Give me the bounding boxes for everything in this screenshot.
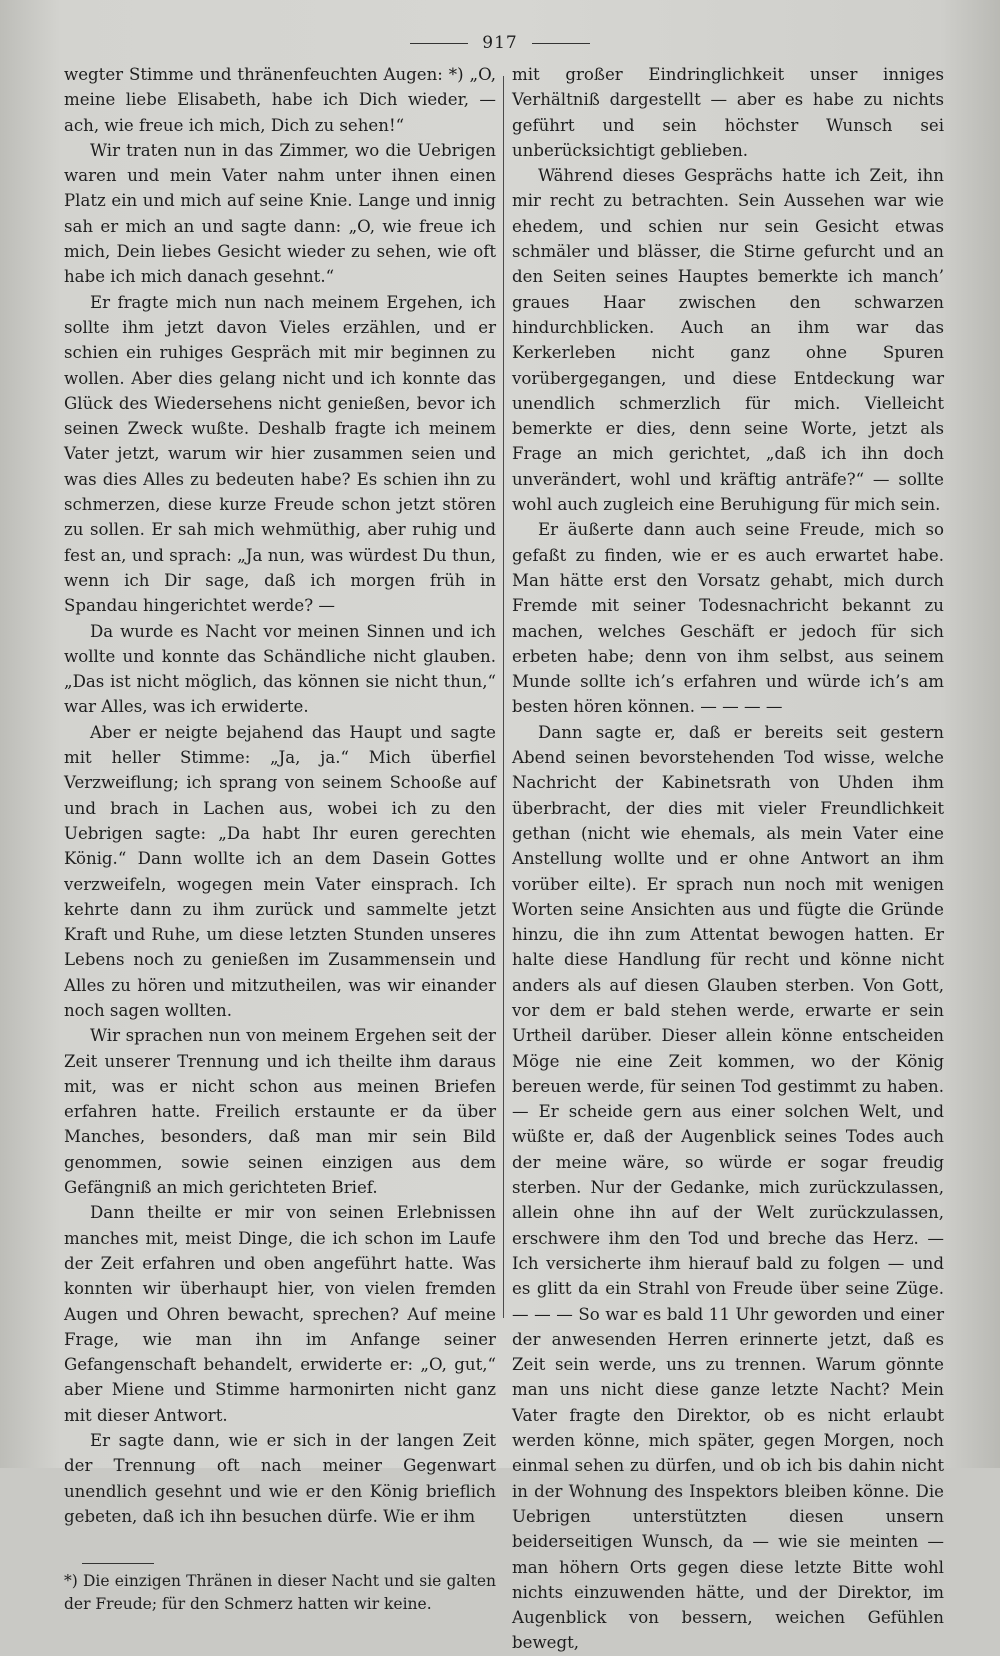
paragraph: Wir sprachen nun von meinem Ergehen seit der Zeit unserer Trennung und ich theilte ihm daraus mit, was er nicht schon aus meinen Briefen erfahren hatte. Freilich erstaunte er da über Manches, besonders, daß man mir sein Bild genommen, sowie seinen einzigen aus dem Gefängniß an mich gerichteten Brief. bbox=[64, 1026, 496, 1198]
column-divider bbox=[503, 76, 504, 1318]
paragraph: mit großer Eindringlichkeit unser inniges Verhältniß dargestellt — aber es habe zu nichts geführt und sein höchster Wunsch sei unberücksichtigt geblieben. bbox=[512, 65, 944, 160]
left-column bbox=[64, 62, 496, 1614]
header-rule-right bbox=[532, 43, 590, 44]
paragraph: Aber er neigte bejahend das Haupt und sagte mit heller Stimme: „Ja, ja.“ Mich überfiel Verzweiflung; ich sprang von seinem Schooße auf und brach in Lachen aus, wobei ich zu den Uebrigen sagte: „Da habt Ihr euren gerechten König.“ Dann wollte ich an dem Dasein Gottes verzweifeln, wogegen mein Vater einsprach. Ich kehrte dann zu ihm zurück und sammelte jetzt Kraft und Ruhe, um diese letzten Stunden unseres Lebens noch zu genießen im Zusammensein und Alles zu hören und mitzutheilen, was wir einander noch sagen wollten. bbox=[64, 722, 496, 1020]
footnote-rule bbox=[82, 1563, 154, 1564]
paragraph: Während dieses Gesprächs hatte ich Zeit, ihn mir recht zu betrachten. Sein Aussehen war wie ehedem, und schien nur sein Gesicht etwas schmäler und blässer, die Stirne gefurcht und an den Seiten seines Hauptes bemerkte ich manch’ graues Haar zwischen den schwarzen hindurchblicken. Auch an ihm war das Kerkerleben nicht ganz ohne Spuren vorübergegangen, und diese Entdeckung war unendlich schmerzlich für mich. Vielleicht bemerkte er dies, denn seine Worte, jetzt als Frage an mich gerichtet, „daß ich ihn doch unverändert, wohl und kräftig anträfe?“ — sollte wohl auch zugleich eine Beruhigung für mich sein. bbox=[512, 166, 944, 515]
paragraph: Da wurde es Nacht vor meinen Sinnen und ich wollte und konnte das Schändliche nicht glauben. „Das ist nicht möglich, das können sie nicht thun,“ war Alles, was ich erwiderte. bbox=[64, 621, 496, 717]
right-column bbox=[512, 62, 944, 1653]
paragraph: Er fragte mich nun nach meinem Ergehen, ich sollte ihm jetzt davon Vieles erzählen, und er schien ein ruhiges Gespräch mit mir beginnen zu wollen. Aber dies gelang nicht und ich konnte das Glück des Wiedersehens nicht genießen, bevor ich seinen Zweck wußte. Deshalb fragte ich meinem Vater jetzt, warum wir hier zusammen seien und was dies Alles zu bedeuten habe? Es schien ihn zu schmerzen, diese kurze Freude schon jetzt stören zu sollen. Er sah mich wehmüthig, aber ruhig und fest an, und sprach: „Ja nun, was würdest Du thun, wenn ich Dir sage, daß ich morgen früh in Spandau hingerichtet werde? — bbox=[64, 292, 496, 616]
paragraph: Dann theilte er mir von seinen Erlebnissen manches mit, meist Dinge, die ich schon im Laufe der Zeit erfahren und oben angeführt hatte. Was konnten wir überhaupt hier, von vielen fremden Augen und Ohren bewacht, sprechen? Auf meine Frage, wie man ihn im Anfange seiner Gefangenschaft behandelt, erwiderte er: „O, gut,“ aber Miene und Stimme harmonirten nicht ganz mit dieser Antwort. bbox=[64, 1203, 496, 1425]
paragraph: Er äußerte dann auch seine Freude, mich so gefaßt zu finden, wie er es auch erwartet habe. Man hätte erst den Vorsatz gehabt, mich durch Fremde mit seiner Todesnachricht bekannt zu machen, welches Geschäft er jedoch für sich erbeten habe; denn von ihm selbst, aus seinem Munde sollte ich’s erfahren und würde ich’s am besten hören können. — — — — bbox=[512, 520, 944, 717]
paragraph: wegter Stimme und thränenfeuchten Augen: *) „O, meine liebe Elisabeth, habe ich Dich wieder, — ach, wie freue ich mich, Dich zu sehen!“ bbox=[64, 65, 496, 135]
paragraph: Er sagte dann, wie er sich in der langen Zeit der Trennung oft nach meiner Gegenwart unendlich gesehnt und wie er den König brieflich gebeten, daß ich ihn besuchen dürfe. Wie er ihm bbox=[64, 1431, 496, 1526]
header-rule-left bbox=[410, 43, 468, 44]
paragraph: Wir traten nun in das Zimmer, wo die Uebrigen waren und mein Vater nahm unter ihnen einen Platz ein und mich auf seine Knie. Lange und innig sah er mich an und sagte dann: „O, wie freue ich mich, Dein liebes Gesicht wieder zu sehen, wie oft habe ich mich danach gesehnt.“ bbox=[64, 140, 496, 287]
footnote: *) Die einzigen Thränen in dieser Nacht und sie galten der Freude; für den Schmerz hatten wir keine. bbox=[64, 1572, 496, 1614]
page-header bbox=[0, 30, 1000, 56]
paragraph: Dann sagte er, daß er bereits seit gestern Abend seinen bevorstehenden Tod wisse, welche Nachricht der Kabinetsrath von Uhden ihm überbracht, der dies mit vieler Freundlichkeit gethan (nicht wie ehemals, als mein Vater eine Anstellung wollte und er ohne Antwort an ihm vorüber eilte). Er sprach nun noch mit wenigen Worten seine Ansichten aus und fügte die Gründe hinzu, die ihn zum Attentat bewogen hatten. Er halte diese Handlung für recht und könne nicht anders als auf diesen Glauben sterben. Von Gott, vor dem er bald stehen werde, erwarte er sein Urtheil darüber. Dieser allein könne entscheiden Möge nie eine Zeit kommen, wo der König bereuen werde, für seinen Tod gestimmt zu haben. — Er scheide gern aus einer solchen Welt, und wüßte er, daß der Augenblick seines Todes auch der meine wäre, so würde er sogar freudig sterben. Nur der Gedanke, mich zurückzulassen, allein ohne ihn auf der Welt zurückzulassen, erschwere ihm den Tod und breche das Herz. — Ich versicherte ihm hierauf bald zu folgen — und es glitt da ein Strahl von Freude über seine Züge. — — — So war es bald 11 Uhr geworden und einer der anwesenden Herren erinnerte jetzt, daß es Zeit sein werde, uns zu trennen. Warum gönnte man uns nicht diese ganze letzte Nacht? Mein Vater fragte den Direktor, ob es nicht erlaubt werden könne, mich später, gegen Morgen, noch einmal sehen zu dürfen, und ob ich bis dahin nicht in der Wohnung des Inspektors bleiben könne. Die Uebrigen unterstützten diesen unsern beiderseitigen Wunsch, da — wie sie meinten — man höhern Orts gegen diese letzte Bitte wohl nichts einzuwenden hätte, und der Direktor, im Augenblick von bessern, weichen Gefühlen bewegt, bbox=[512, 722, 944, 1653]
page-number: 917 bbox=[482, 33, 518, 53]
